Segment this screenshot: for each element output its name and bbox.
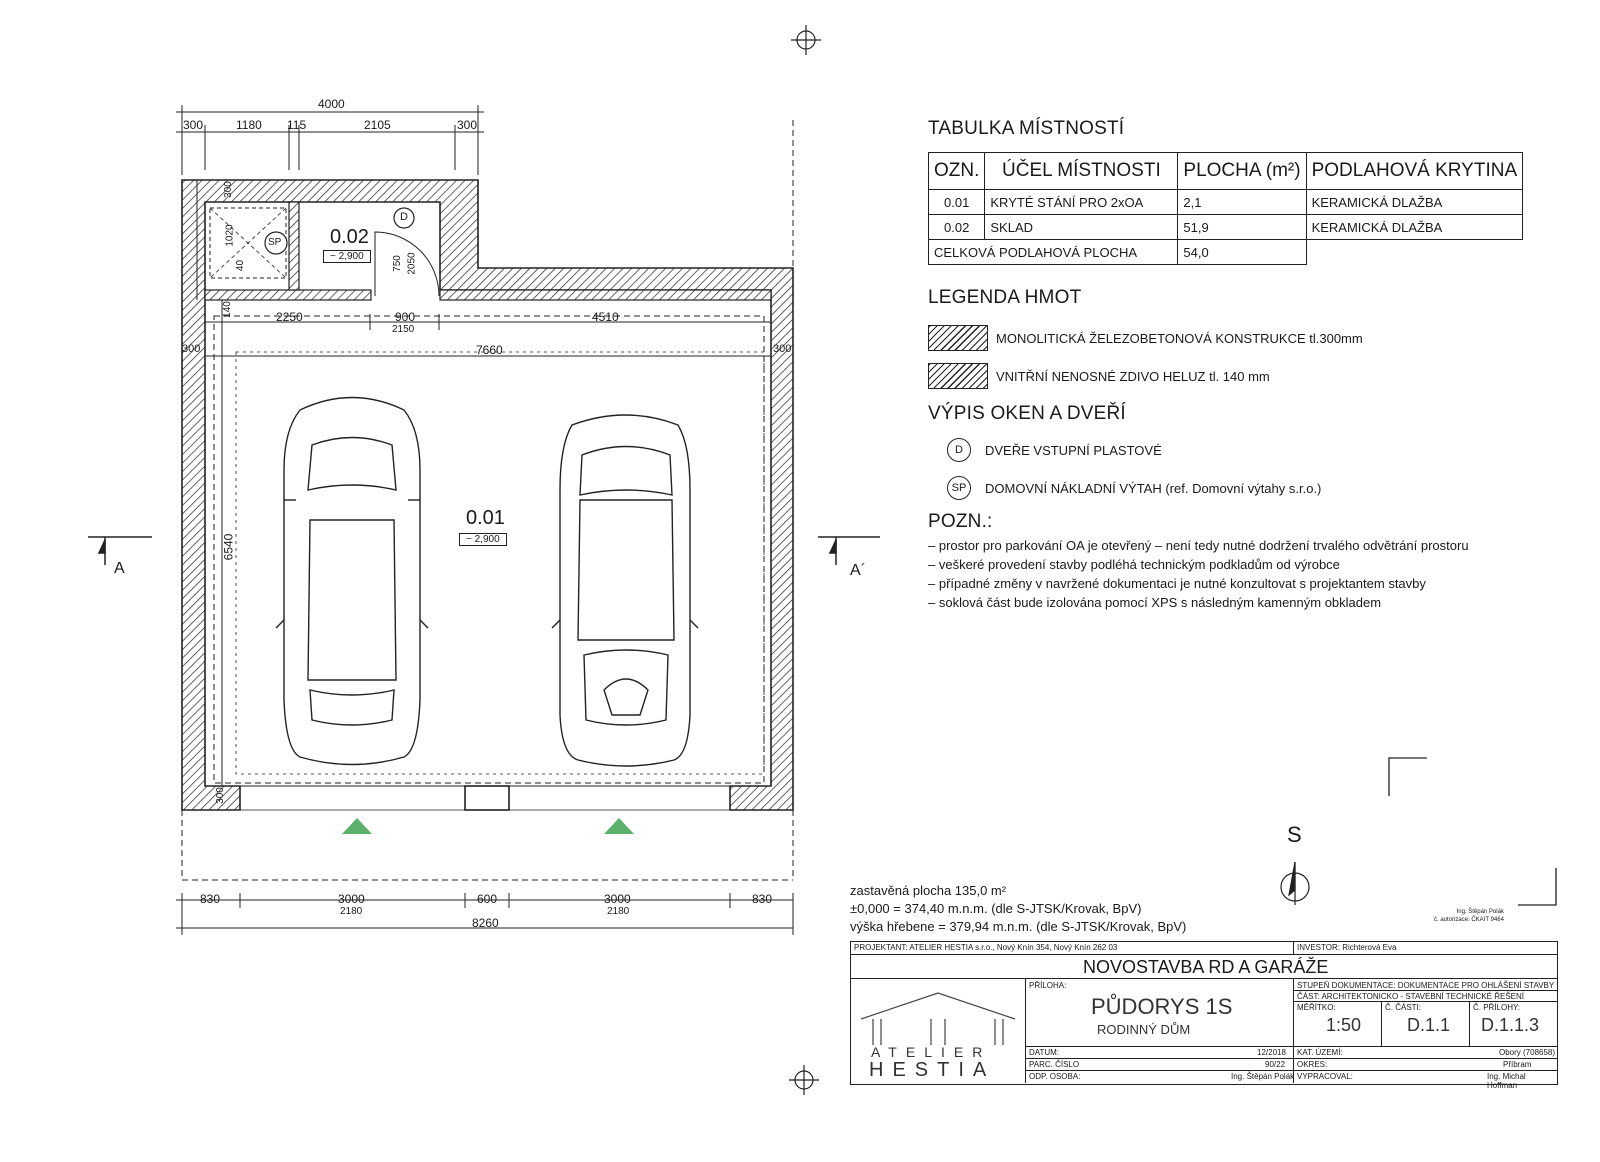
stamp-name: Ing. Štěpán Polák: [1456, 909, 1504, 915]
okres-label: OKRES:: [1297, 1060, 1328, 1069]
dim-bottom-total: 8260: [472, 916, 499, 930]
title-block: [850, 941, 1558, 1090]
room-main-level: − 2,900: [459, 533, 507, 546]
opening-label: DVEŘE VSTUPNÍ PLASTOVÉ: [985, 442, 1162, 458]
datum-value: 12/2018: [1257, 1048, 1286, 1057]
col-header-krytina: PODLAHOVÁ KRYTINA: [1306, 153, 1523, 190]
col-header-ozn: OZN.: [929, 153, 985, 190]
room-store-level: − 2,900: [323, 250, 371, 263]
room-main-id: 0.01: [466, 507, 505, 529]
dim-left-300: 300: [182, 343, 201, 355]
section-mark-right-icon: [818, 537, 880, 565]
investor: INVESTOR: Richterová Eva: [1297, 943, 1397, 952]
col-header-ucel: ÚČEL MÍSTNOSTI: [985, 153, 1178, 190]
lift-tag: SP: [268, 237, 282, 248]
section-label-left: A: [114, 560, 125, 577]
door-tag: D: [400, 211, 408, 223]
total-value: 54,0: [1178, 240, 1306, 265]
projektant: PROJEKTANT: ATELIER HESTIA s.r.o., Nový Knín 354, Nový Knín 262 03: [854, 943, 1118, 952]
dim-top-300b: 300: [457, 118, 478, 132]
project-name: NOVOSTAVBA RD A GARÁŽE: [1083, 957, 1329, 977]
table-cell: 51,9: [1178, 215, 1306, 240]
vypr-label: VYPRACOVAL:: [1297, 1072, 1353, 1081]
dim-mid-2250: 2250: [276, 310, 303, 324]
note-item: – prostor pro parkování OA je otevřený – není tedy nutné dodržení trvalého odvětrání prostoru: [928, 538, 1469, 553]
dim-top-total: 4000: [318, 97, 345, 111]
c-casti-value: D.1.1: [1407, 1015, 1451, 1035]
dim-bottom-2180a: 2180: [340, 906, 363, 917]
built-area: zastavěná plocha 135,0 m²: [850, 883, 1007, 898]
notes-list: [928, 536, 1469, 612]
odp-value: Ing. Štěpán Polák: [1231, 1072, 1295, 1081]
legend-title: LEGENDA HMOT: [928, 287, 1082, 308]
logo-hestia: HESTIA: [869, 1059, 996, 1081]
opening-label: DOMOVNÍ NÁKLADNÍ VÝTAH (ref. Domovní výtahy s.r.o.): [985, 480, 1322, 496]
dim-door-750: 750: [391, 255, 403, 272]
vypr-value: Ing. Michal Hoffman: [1487, 1072, 1526, 1090]
car-right: [552, 415, 698, 766]
dim-top-1180: 1180: [236, 118, 262, 132]
dim-top-115: 115: [287, 118, 307, 132]
dim-v-140: 140: [221, 301, 233, 318]
kat-value: Obory (708658): [1499, 1048, 1556, 1057]
priloha-label: PŘÍLOHA:: [1029, 981, 1067, 990]
entry-arrow-right-icon: [604, 818, 634, 834]
lift-symbol-icon: SP: [947, 476, 971, 500]
note-item: – případné změny v navržené dokumentaci je nutné konzultovat s projektantem stavby: [928, 576, 1426, 591]
stamp-number: č. autorizace: ČKAIT 9464: [1434, 917, 1504, 923]
entry-arrow-left-icon: [342, 818, 372, 834]
north-label: S: [1287, 822, 1302, 847]
meritko-value: 1:50: [1326, 1015, 1362, 1035]
hatch-swatch: [928, 363, 988, 389]
total-label: CELKOVÁ PODLAHOVÁ PLOCHA: [929, 240, 1178, 265]
openings-title: VÝPIS OKEN A DVEŘÍ: [928, 403, 1126, 424]
outer-wall: [182, 180, 793, 810]
dim-mid-900: 900: [395, 310, 416, 324]
authorization-stamp: [1434, 908, 1504, 924]
dim-v-1020: 1020: [224, 224, 236, 247]
dim-bottom-600: 600: [477, 892, 498, 906]
dim-bot-300: 300: [214, 787, 226, 804]
odp-label: ODP. OSOBA:: [1029, 1072, 1081, 1081]
dim-v-300: 300: [222, 181, 234, 198]
note-item: – veškeré provedení stavby podléhá technickým podkladům od výrobce: [928, 557, 1340, 572]
dim-mid-4510: 4510: [592, 310, 619, 324]
table-cell: KERAMICKÁ DLAŽBA: [1306, 215, 1523, 240]
dim-bottom-830b: 830: [752, 892, 773, 906]
parc-value: 90/22: [1265, 1060, 1286, 1069]
dim-right-300: 300: [773, 343, 792, 355]
dim-top-300a: 300: [183, 118, 204, 132]
drawing-title: PŮDORYS 1S: [1091, 994, 1233, 1019]
dim-inner-6540: 6540: [221, 533, 236, 561]
datum-label: DATUM:: [1029, 1048, 1060, 1057]
legend-label: VNITŘNÍ NENOSNÉ ZDIVO HELUZ tl. 140 mm: [996, 368, 1270, 384]
hestia-logo: [851, 979, 1026, 1083]
door-symbol-icon: D: [947, 438, 971, 462]
note-item: – soklová část bude izolována pomocí XPS s následným kamenným obkladem: [928, 595, 1382, 610]
partition-wall-vertical: [289, 202, 299, 290]
crosshair-top-icon: [791, 25, 821, 55]
stupen: STUPEŇ DOKUMENTACE: DOKUMENTACE PRO OHLÁŠENÍ STAVBY: [1297, 981, 1555, 990]
table-cell: KRYTÉ STÁNÍ PRO 2xOA: [985, 190, 1178, 215]
col-header-plocha: PLOCHA (m²): [1178, 153, 1306, 190]
c-prilohy-label: Č. PŘÍLOHY:: [1473, 1003, 1521, 1012]
dim-inner-7660: 7660: [476, 343, 503, 357]
opening-item-lift: [947, 476, 1321, 500]
parc-label: PARC. ČÍSLO: [1029, 1060, 1080, 1069]
table-cell: KERAMICKÁ DLAŽBA: [1306, 190, 1523, 215]
dim-v-40: 40: [235, 259, 247, 272]
dim-bottom-3000a: 3000: [338, 892, 365, 906]
meritko-label: MĚŘÍTKO:: [1297, 1003, 1336, 1012]
opening-item-door: [947, 438, 1162, 462]
table-cell: 2,1: [1178, 190, 1306, 215]
zero-level: ±0,000 = 374,40 m.n.m. (dle S-JTSK/Krovak, BpV): [850, 901, 1142, 916]
dim-top-2105: 2105: [364, 118, 391, 132]
okres-value: Příbram: [1503, 1060, 1532, 1069]
ridge-height: výška hřebene = 379,94 m.n.m. (dle S-JTSK/Krovak, BpV): [850, 919, 1187, 934]
cast: ČÁST: ARCHITEKTONICKO - STAVEBNÍ TECHNICKÉ ŘEŠENÍ: [1297, 992, 1525, 1001]
partition-wall-left: [205, 290, 371, 300]
c-prilohy-value: D.1.1.3: [1481, 1015, 1540, 1035]
section-label-right: A´: [850, 562, 866, 579]
hatch-swatch: [928, 325, 988, 351]
dim-bottom-2180b: 2180: [607, 906, 630, 917]
partition-wall-right: [440, 290, 771, 300]
dim-bottom-830a: 830: [200, 892, 221, 906]
dim-mid-2150: 2150: [392, 324, 415, 335]
site-info: [850, 882, 1186, 936]
dim-bottom-3000b: 3000: [604, 892, 631, 906]
c-casti-label: Č. ČÁSTI:: [1385, 1003, 1422, 1012]
table-cell: 0.02: [929, 215, 985, 240]
logo-atelier: ATELIER: [871, 1044, 992, 1060]
table-cell: 0.01: [929, 190, 985, 215]
rooms-table: [928, 152, 1523, 265]
legend-item-masonry: [928, 363, 1270, 389]
kat-label: KAT. ÚZEMÍ:: [1297, 1048, 1343, 1057]
legend-item-concrete: [928, 325, 1363, 351]
legend-label: MONOLITICKÁ ŽELEZOBETONOVÁ KONSTRUKCE tl.300mm: [996, 330, 1363, 346]
rooms-table-title: TABULKA MÍSTNOSTÍ: [928, 118, 1125, 139]
car-left: [276, 398, 428, 765]
dim-door-2050: 2050: [406, 252, 418, 275]
notes-title: POZN.:: [928, 511, 993, 532]
table-cell: SKLAD: [985, 215, 1178, 240]
room-store-id: 0.02: [330, 226, 369, 248]
north-arrow-icon: [1281, 862, 1309, 905]
drawing-subtitle: RODINNÝ DŮM: [1097, 1022, 1191, 1037]
crosshair-bottom-icon: [789, 1065, 819, 1095]
